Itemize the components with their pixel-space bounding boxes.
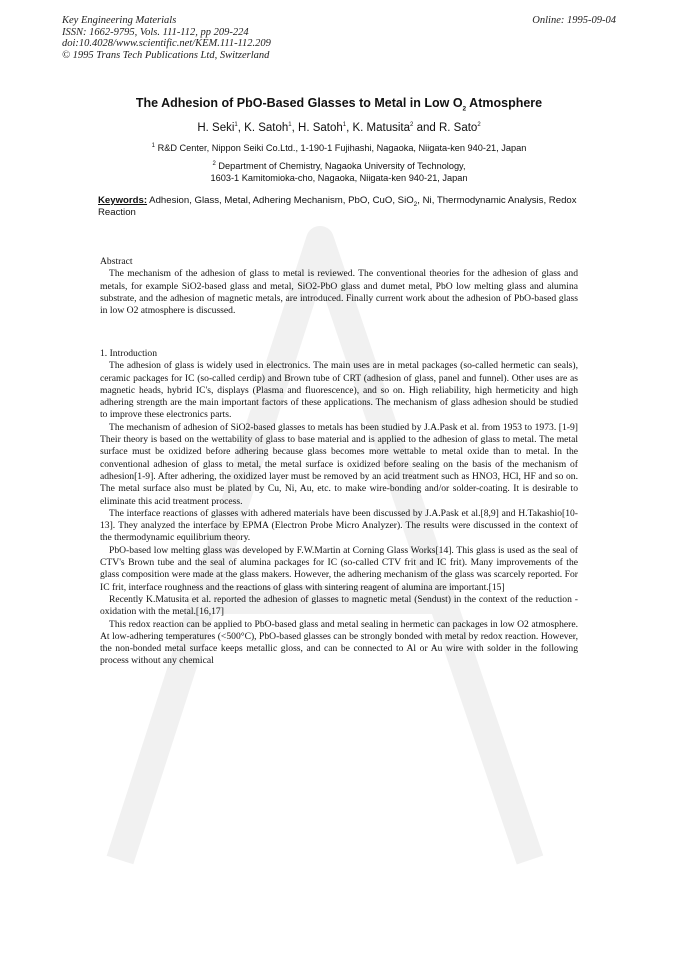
author-affil-mark: 1 bbox=[234, 122, 238, 129]
copyright-line: © 1995 Trans Tech Publications Ltd, Switzerland bbox=[62, 49, 270, 61]
affiliation-text: R&D Center, Nippon Seiki Co.Ltd., 1-190-1 Fujihashi, Nagaoka, Niigata-ken 940-21, Japan bbox=[157, 143, 527, 153]
author-conjunction: and bbox=[413, 122, 439, 134]
affiliation-text: 1603-1 Kamitomioka-cho, Nagaoka, Niigata-ken 940-21, Japan bbox=[210, 173, 468, 183]
paragraph: The interface reactions of glasses with adhered materials have been discussed by J.A.Pask et al.[8,9] and H.Takashio[10-13]. They analyzed the interface by EPMA (Electron Probe Micro Analyzer). The results were discussed in the context of the thermodynamic equilibrium theory. bbox=[100, 507, 578, 544]
paper-title bbox=[0, 96, 678, 113]
keywords-text-end: , Ni, Thermodynamic Analysis, Redox Reaction bbox=[98, 195, 577, 219]
affiliation-1 bbox=[0, 142, 678, 154]
keywords-subscript: 2 bbox=[413, 200, 418, 208]
journal-name: Key Engineering Materials bbox=[62, 15, 177, 26]
title-text-end: Atmosphere bbox=[466, 96, 543, 110]
paragraph: This redox reaction can be applied to PbO-based glass and metal sealing in hermetic can packages in low O2 atmosphere. At low-adhering temperatures (<500°C), PbO-based glasses can be strongly bonded with metal by redox reaction. However, the non-bonded metal surface keeps metallic gloss, and can be connected to Al or Au wire with solder in the following process without any chemical bbox=[100, 618, 578, 667]
author-affil-mark: 2 bbox=[477, 122, 481, 129]
keywords-label: Keywords: bbox=[98, 195, 148, 206]
keywords-text: Adhesion, Glass, Metal, Adhering Mechanism, PbO, CuO, SiO bbox=[147, 195, 414, 206]
affiliation-text: Department of Chemistry, Nagaoka University of Technology, bbox=[218, 161, 466, 171]
affil-mark: 2 bbox=[212, 160, 216, 167]
title-text: The Adhesion of PbO-Based Glasses to Metal in Low O bbox=[135, 96, 463, 110]
abstract-section bbox=[100, 256, 578, 317]
author: K. Matusita bbox=[352, 122, 411, 134]
keywords-block bbox=[98, 195, 580, 220]
author-affil-mark: 1 bbox=[288, 122, 292, 129]
section-heading: 1. Introduction bbox=[100, 348, 158, 359]
author-list bbox=[0, 122, 678, 134]
author-affil-mark: 2 bbox=[410, 122, 414, 129]
author-separator: , bbox=[291, 122, 299, 134]
abstract-heading: Abstract bbox=[100, 256, 133, 267]
author: K. Satoh bbox=[244, 122, 289, 134]
author: R. Sato bbox=[438, 122, 478, 134]
abstract-text: The mechanism of the adhesion of glass to metal is reviewed. The conventional theories for the adhesion of glass and metals, for example SiO2-based glass and metal, SiO2-PbO glass and dumet metal, PbO low melting glass and alumina substrate, and the adhesion of magnetic metals, are introduced. Finally current work about the adhesion of PbO-based glass in low O2 atmosphere is discussed. bbox=[100, 268, 578, 317]
author-separator: , bbox=[237, 122, 245, 134]
affiliation-2 bbox=[0, 160, 678, 184]
paragraph: PbO-based low melting glass was developed by F.W.Martin at Corning Glass Works[14]. This glass is used as the seal of CTV's Brown tube and the seal of alumina packages for IC (so-called CTV frit and IC frit). Many improvements of the glass composition were made at the glass makers. However, the adhering mechanism of the glass was scarcely reported. For IC frit, interface roughness and the reactions of glass with sintering reagent of alumina are important.[15] bbox=[100, 544, 578, 593]
journal-header bbox=[62, 15, 271, 61]
author: H. Seki bbox=[197, 122, 235, 134]
introduction-section bbox=[100, 348, 578, 668]
paragraph: The mechanism of adhesion of SiO2-based glasses to metals has been studied by J.A.Pask et al. from 1953 to 1973. [1-9] Their theory is based on the wettability of glass to base material and is applied to the adhesion of glass to metal. The metal surface must be oxidized before adhering because glass becomes more wettable to metal oxide than to metal. In the conventional adhesion of glass to metal, the metal surface is oxidized before sealing on the basis of the mechanism of adhesion[1-9]. After adhering, the oxidized layer must be removed by an acid treatment such as HNO3, HCl, HF and so on. The metal surface also must be plated by Cu, Ni, Au, etc. to make wire-bonding and/or solder-coating. It is desirable to eliminate this acid treatment process. bbox=[100, 421, 578, 507]
author-separator: , bbox=[346, 122, 353, 134]
paragraph: The adhesion of glass is widely used in electronics. The main uses are in metal packages (so-called hermetic can seals), ceramic packages for IC (so-called cerdip) and Brown tube of CRT (adhesion of glass, panel and funnel). Other uses are as magnetic heads, hybrid IC's, displays (Plasma and fluorescence), and so on. High reliability, high hermeticity and high adhering strength are the main important factors of these applications. The mechanism of glass adhesion should be studied to improve these electronics parts. bbox=[100, 360, 578, 421]
author-affil-mark: 1 bbox=[342, 122, 347, 129]
issn-line: ISSN: 1662-9795, Vols. 111-112, pp 209-224 bbox=[62, 26, 249, 38]
paragraph: Recently K.Matusita et al. reported the adhesion of glasses to magnetic metal (Sendust) in the context of the reduction - oxidation with the metal.[16,17] bbox=[100, 593, 578, 618]
online-date: Online: 1995-09-04 bbox=[532, 15, 616, 26]
author: H. Satoh bbox=[298, 122, 343, 134]
affil-mark: 1 bbox=[151, 142, 156, 149]
doi-line: doi:10.4028/www.scientific.net/KEM.111-112.209 bbox=[62, 38, 271, 50]
title-subscript: 2 bbox=[462, 105, 467, 113]
